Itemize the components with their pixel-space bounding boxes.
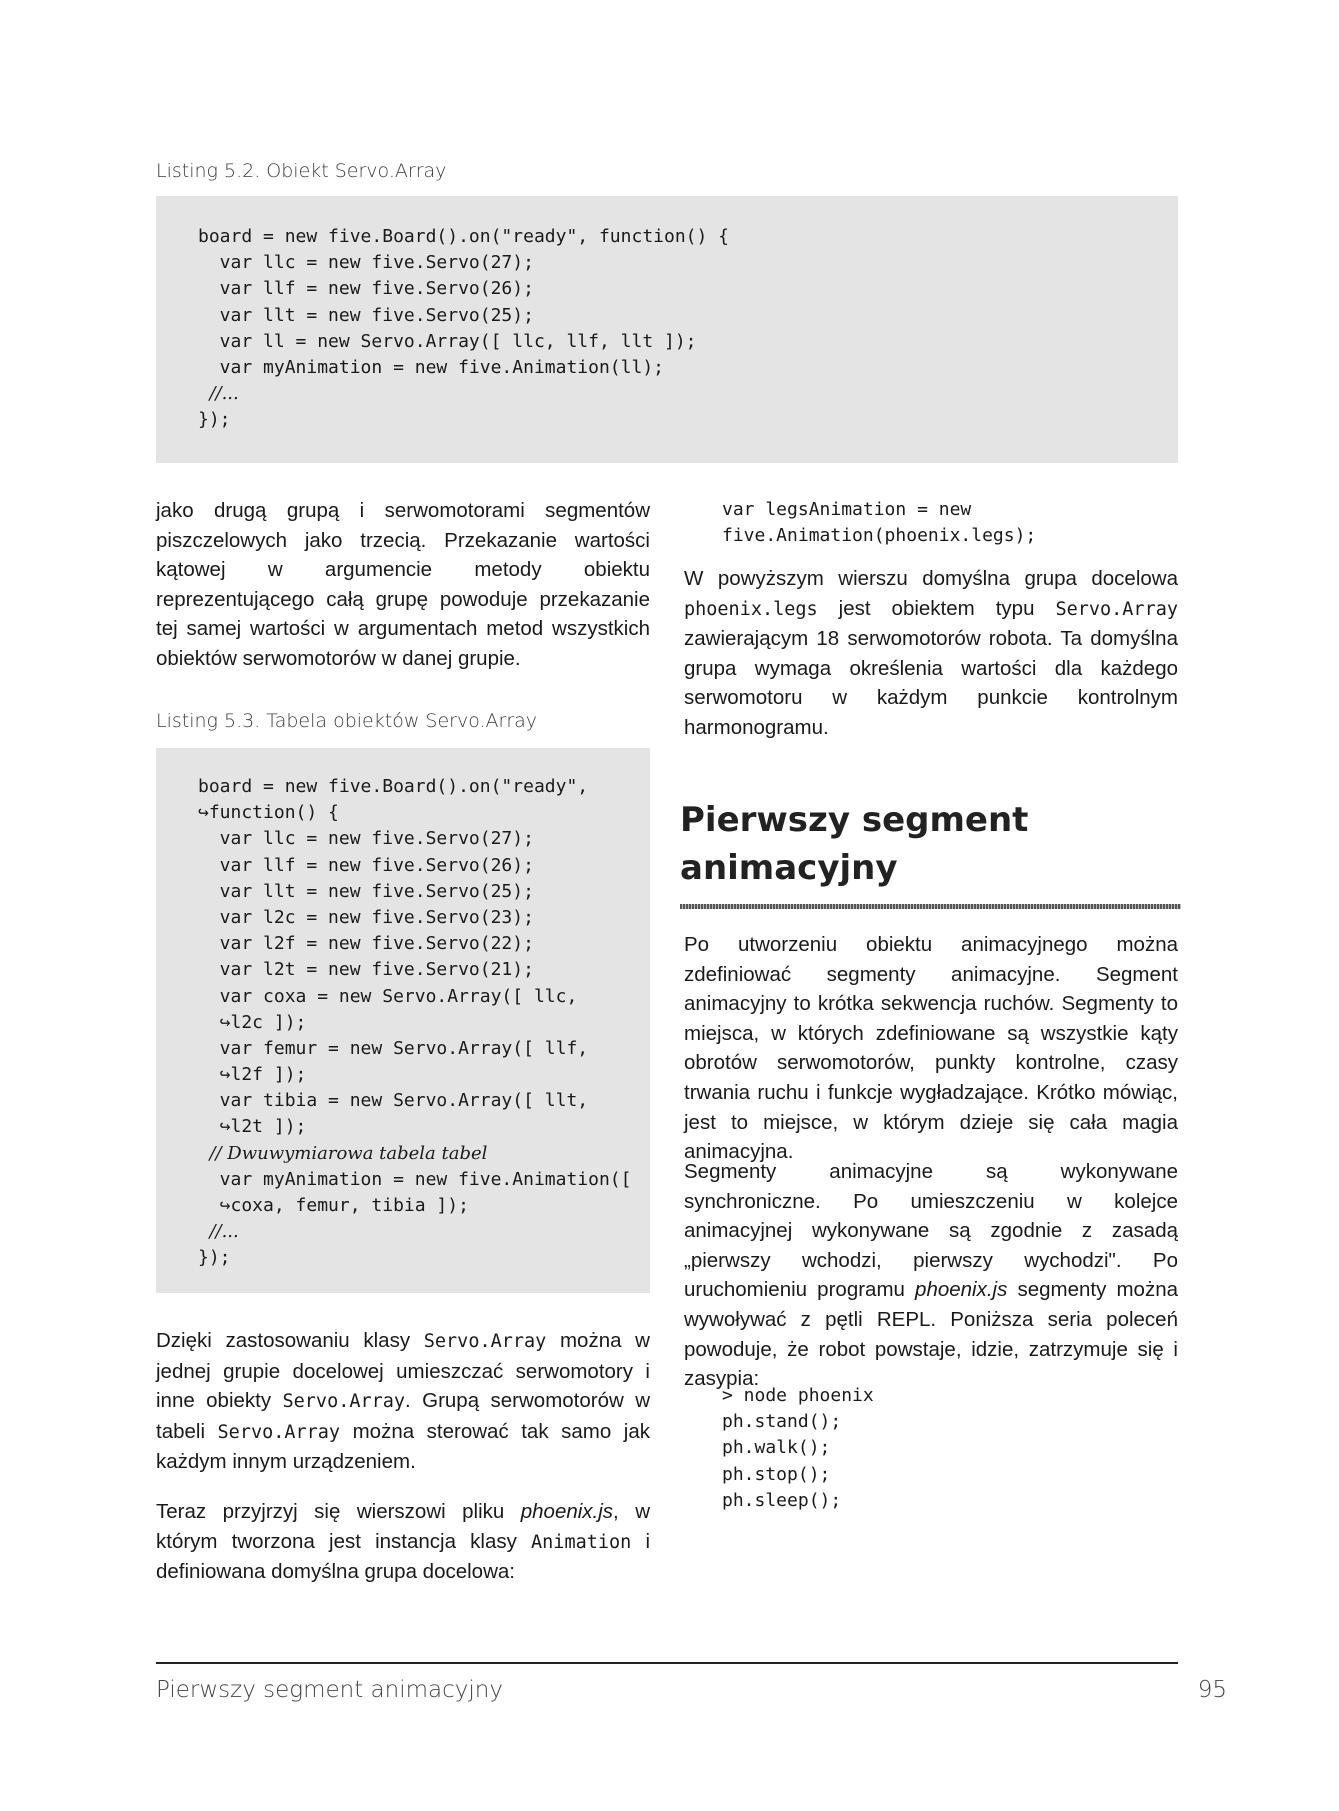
text-span: Teraz przyjrzyj się wierszowi pliku xyxy=(156,1500,521,1523)
text-span: jest obiektem typu xyxy=(817,596,1056,620)
code-line: var llc = new five.Servo(27); xyxy=(198,252,534,274)
inline-code: Servo.Array xyxy=(1055,598,1178,620)
heading-line-2: animacyjny xyxy=(680,848,898,888)
code-line: var myAnimation = new five.Animation(ll); xyxy=(198,356,664,378)
code-line: }); xyxy=(198,1247,231,1269)
code-line: board = new five.Board().on("ready", function() { xyxy=(198,226,730,247)
code-line: var l2f = new five.Servo(22); xyxy=(198,933,534,955)
code-line: > node phoenix xyxy=(722,1385,874,1406)
text-span: . Grupą serwomotorów w tabeli xyxy=(156,1389,650,1443)
code-line: ↪l2c ]); xyxy=(198,1011,307,1033)
file-name: phoenix.js xyxy=(520,1500,614,1523)
text-span: Segmenty animacyjne są wykonywane synchroniczne. Po umieszczeniu w kolejce animacyjnej wykonywane są zgodnie z zasadą „pierwszy wchodzi, pierwszy wychodzi". Po uruchomieniu programu xyxy=(684,1160,1178,1302)
inline-code: Animation xyxy=(531,1531,632,1553)
code-line: //... xyxy=(198,1221,239,1243)
code-line: var llf = new five.Servo(26); xyxy=(198,278,534,300)
code-line: var ll = new Servo.Array([ llc, llf, llt ]); xyxy=(198,330,697,352)
code-line: var llc = new five.Servo(27); xyxy=(198,828,534,850)
inline-code: Servo.Array xyxy=(217,1421,341,1443)
footer-title: Pierwszy segment animacyjny xyxy=(156,1677,503,1703)
code-line: var llf = new five.Servo(26); xyxy=(198,854,534,876)
code-line: ↪coxa, femur, tibia ]); xyxy=(198,1195,469,1216)
code-line: ph.stand(); xyxy=(722,1411,842,1433)
code-line: var l2t = new five.Servo(21); xyxy=(198,959,534,981)
code-line: ph.sleep(); xyxy=(722,1489,842,1511)
code-line: //... xyxy=(198,383,239,405)
code-line: var llt = new five.Servo(25); xyxy=(198,304,534,326)
right-paragraph-1 xyxy=(684,564,1178,743)
listing-5-2-caption: Listing 5.2. Obiekt Servo.Array xyxy=(156,160,447,182)
inline-code: Servo.Array xyxy=(423,1331,547,1352)
text-span: zawierającym 18 serwomotorów robota. Ta domyślna grupa wymaga określenia wartości dla każdego serwomotoru w każdym punkcie kontrolnym harmonogramu. xyxy=(684,627,1178,739)
listing-5-3-code-block xyxy=(156,748,650,1293)
code-line: ↪l2f ]); xyxy=(198,1064,307,1086)
file-name: phoenix.js xyxy=(915,1278,1008,1302)
code-line: five.Animation(phoenix.legs); xyxy=(722,525,1037,547)
right-code-snippet-1 xyxy=(722,497,1036,549)
code-line: ↪function() { xyxy=(198,802,339,824)
code-line: var llt = new five.Servo(25); xyxy=(198,880,534,902)
code-line: var coxa = new Servo.Array([ llc, xyxy=(198,985,578,1007)
left-paragraph-2 xyxy=(156,1326,650,1477)
listing-5-2-code-block xyxy=(156,196,1178,463)
text-span: , w którym tworzona jest instancja klasy xyxy=(156,1500,650,1553)
code-line: var legsAnimation = new xyxy=(722,499,972,520)
text-span: można w jednej grupie docelowej umieszczać serwomotory i inne obiekty xyxy=(156,1329,650,1413)
listing-5-3-caption: Listing 5.3. Tabela obiektów Servo.Array xyxy=(156,710,538,732)
heading-line-1: Pierwszy segment xyxy=(680,800,1029,840)
code-line: var femur = new Servo.Array([ llf, xyxy=(198,1037,589,1059)
text-span: segmenty można wywoływać z pętli REPL. Poniższa seria poleceń powoduje, że robot powstaje, idzie, zatrzymuje się i zasypia: xyxy=(684,1278,1178,1391)
code-line: ph.walk(); xyxy=(722,1437,831,1459)
text-span: W powyższym wierszu domyślna grupa docelowa xyxy=(684,567,1178,590)
inline-code: Servo.Array xyxy=(282,1391,406,1413)
heading-underline xyxy=(680,904,1181,909)
left-paragraph-3 xyxy=(156,1497,650,1587)
code-line: var myAnimation = new five.Animation([ xyxy=(198,1168,632,1190)
footer-rule xyxy=(156,1662,1178,1664)
text-span: można sterować tak samo jak każdym innym urządzeniem. xyxy=(156,1419,650,1474)
code-line: ph.stop(); xyxy=(722,1463,831,1485)
code-line: ↪l2t ]); xyxy=(198,1116,307,1138)
right-code-snippet-2 xyxy=(722,1383,874,1514)
code-line: }); xyxy=(198,409,231,431)
text-span: i definiowana domyślna grupa docelowa: xyxy=(156,1529,650,1584)
page-number: 95 xyxy=(1197,1677,1227,1703)
text-span: Dzięki zastosowaniu klasy xyxy=(156,1329,424,1352)
inline-code: phoenix.legs xyxy=(684,598,818,620)
left-paragraph-1: jako drugą grupą i serwomotorami segmentów piszczelowych jako trzecią. Przekazanie wartości kątowej w argumencie metody obiektu reprezentującego całą grupę powoduje przekazanie tej samej wartości w argumentach metod wszystkich obiektów serwomotorów w danej grupie. xyxy=(156,499,650,670)
code-line: var l2c = new five.Servo(23); xyxy=(198,906,534,928)
code-line: board = new five.Board().on("ready", xyxy=(198,776,589,797)
right-paragraph-2: Po utworzeniu obiektu animacyjnego można zdefiniować segmenty animacyjne. Segment animacyjny to krótka sekwencja ruchów. Segmenty to miejsca, w których zdefiniowane są wszystkie kąty obrotów serwomotorów, punkty kontrolne, czasy trwania ruchu i funkcje wygładzające. Krótko mówiąc, jest to miejsce, w którym dzieje się cała magia animacyjna. xyxy=(684,933,1178,1164)
right-paragraph-3 xyxy=(684,1157,1178,1394)
section-heading xyxy=(680,796,1180,892)
code-line: var tibia = new Servo.Array([ llt, xyxy=(198,1090,589,1112)
code-line: // Dwuwymiarowa tabela tabel xyxy=(198,1142,488,1164)
